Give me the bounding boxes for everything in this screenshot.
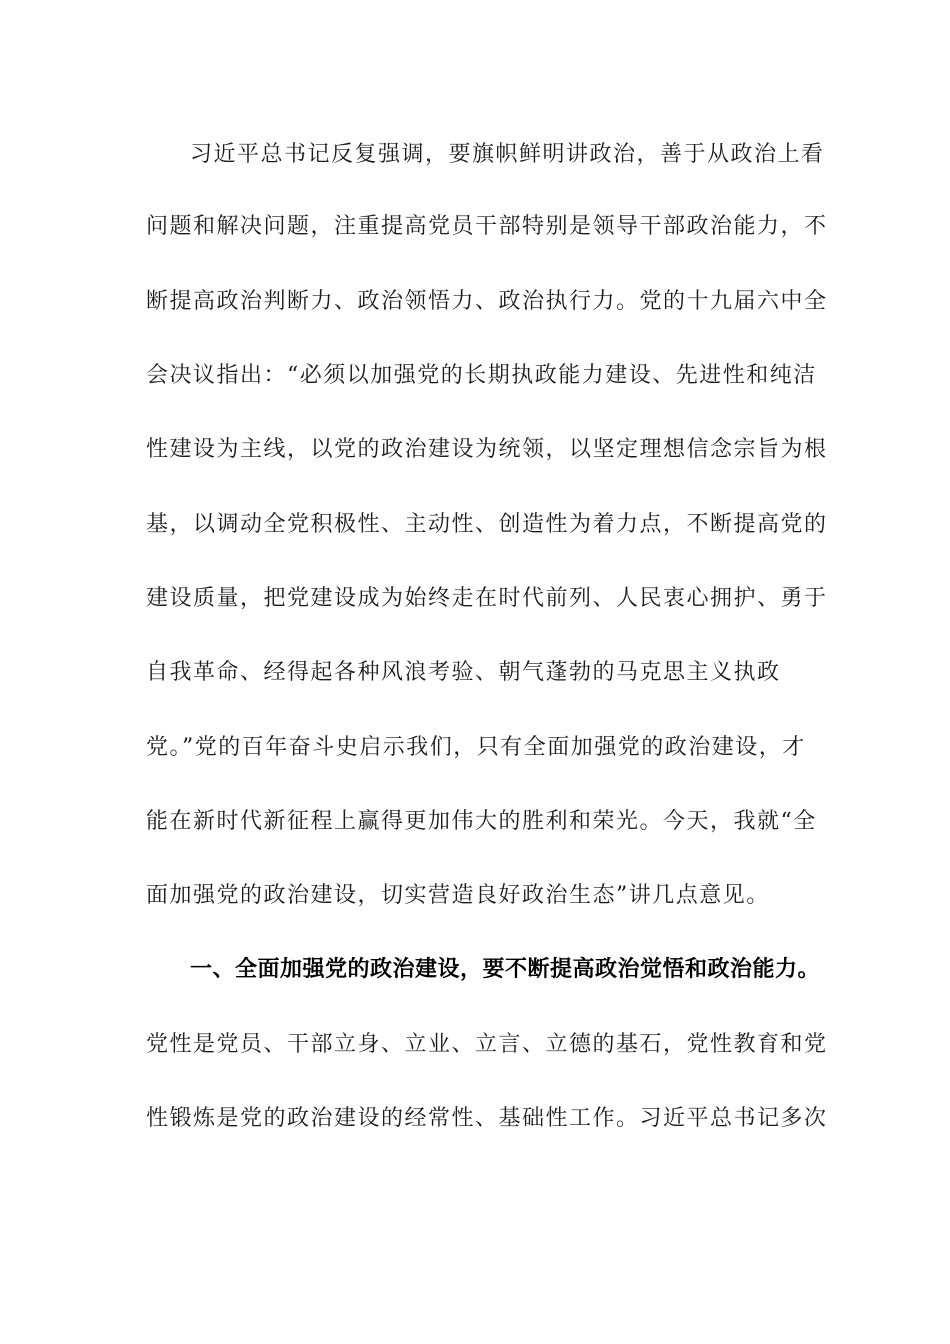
- paragraph-line: 自我革命、经得起各种风浪考验、朝气蓬勃的马克思主义执政: [146, 660, 781, 685]
- paragraph-line: 断提高政治判断力、政治领悟力、政治执行力。党的十九届六中全: [146, 289, 828, 314]
- paragraph-line: 建设质量，把党建设成为始终走在时代前列、人民衷心拥护、勇于: [146, 586, 828, 611]
- paragraph-line: 面加强党的政治建设，切实营造良好政治生态”讲几点意见。: [146, 883, 770, 908]
- paragraph-line: 党。”党的百年奋斗史启示我们，只有全面加强党的政治建设，才: [146, 735, 806, 760]
- paragraph-line: 党性是党员、干部立身、立业、立言、立德的基石，党性教育和党: [146, 1032, 828, 1057]
- paragraph-line: 性建设为主线，以党的政治建设为统领，以坚定理想信念宗旨为根: [146, 437, 828, 462]
- paragraph-line: 问题和解决问题，注重提高党员干部特别是领导干部政治能力，不: [146, 214, 828, 239]
- section-heading: 一、全面加强党的政治建设，要不断提高政治觉悟和政治能力。: [190, 957, 821, 982]
- paragraph-line: 会决议指出：“必须以加强党的长期执政能力建设、先进性和纯洁: [146, 363, 817, 388]
- paragraph-line: 能在新时代新征程上赢得更加伟大的胜利和荣光。今天，我就“全: [146, 809, 817, 834]
- paragraph-line: 性锻炼是党的政治建设的经常性、基础性工作。习近平总书记多次: [146, 1106, 828, 1131]
- paragraph-line: 习近平总书记反复强调，要旗帜鲜明讲政治，善于从政治上看: [190, 142, 825, 167]
- paragraph-line: 基，以调动全党积极性、主动性、创造性为着力点，不断提高党的: [146, 512, 828, 537]
